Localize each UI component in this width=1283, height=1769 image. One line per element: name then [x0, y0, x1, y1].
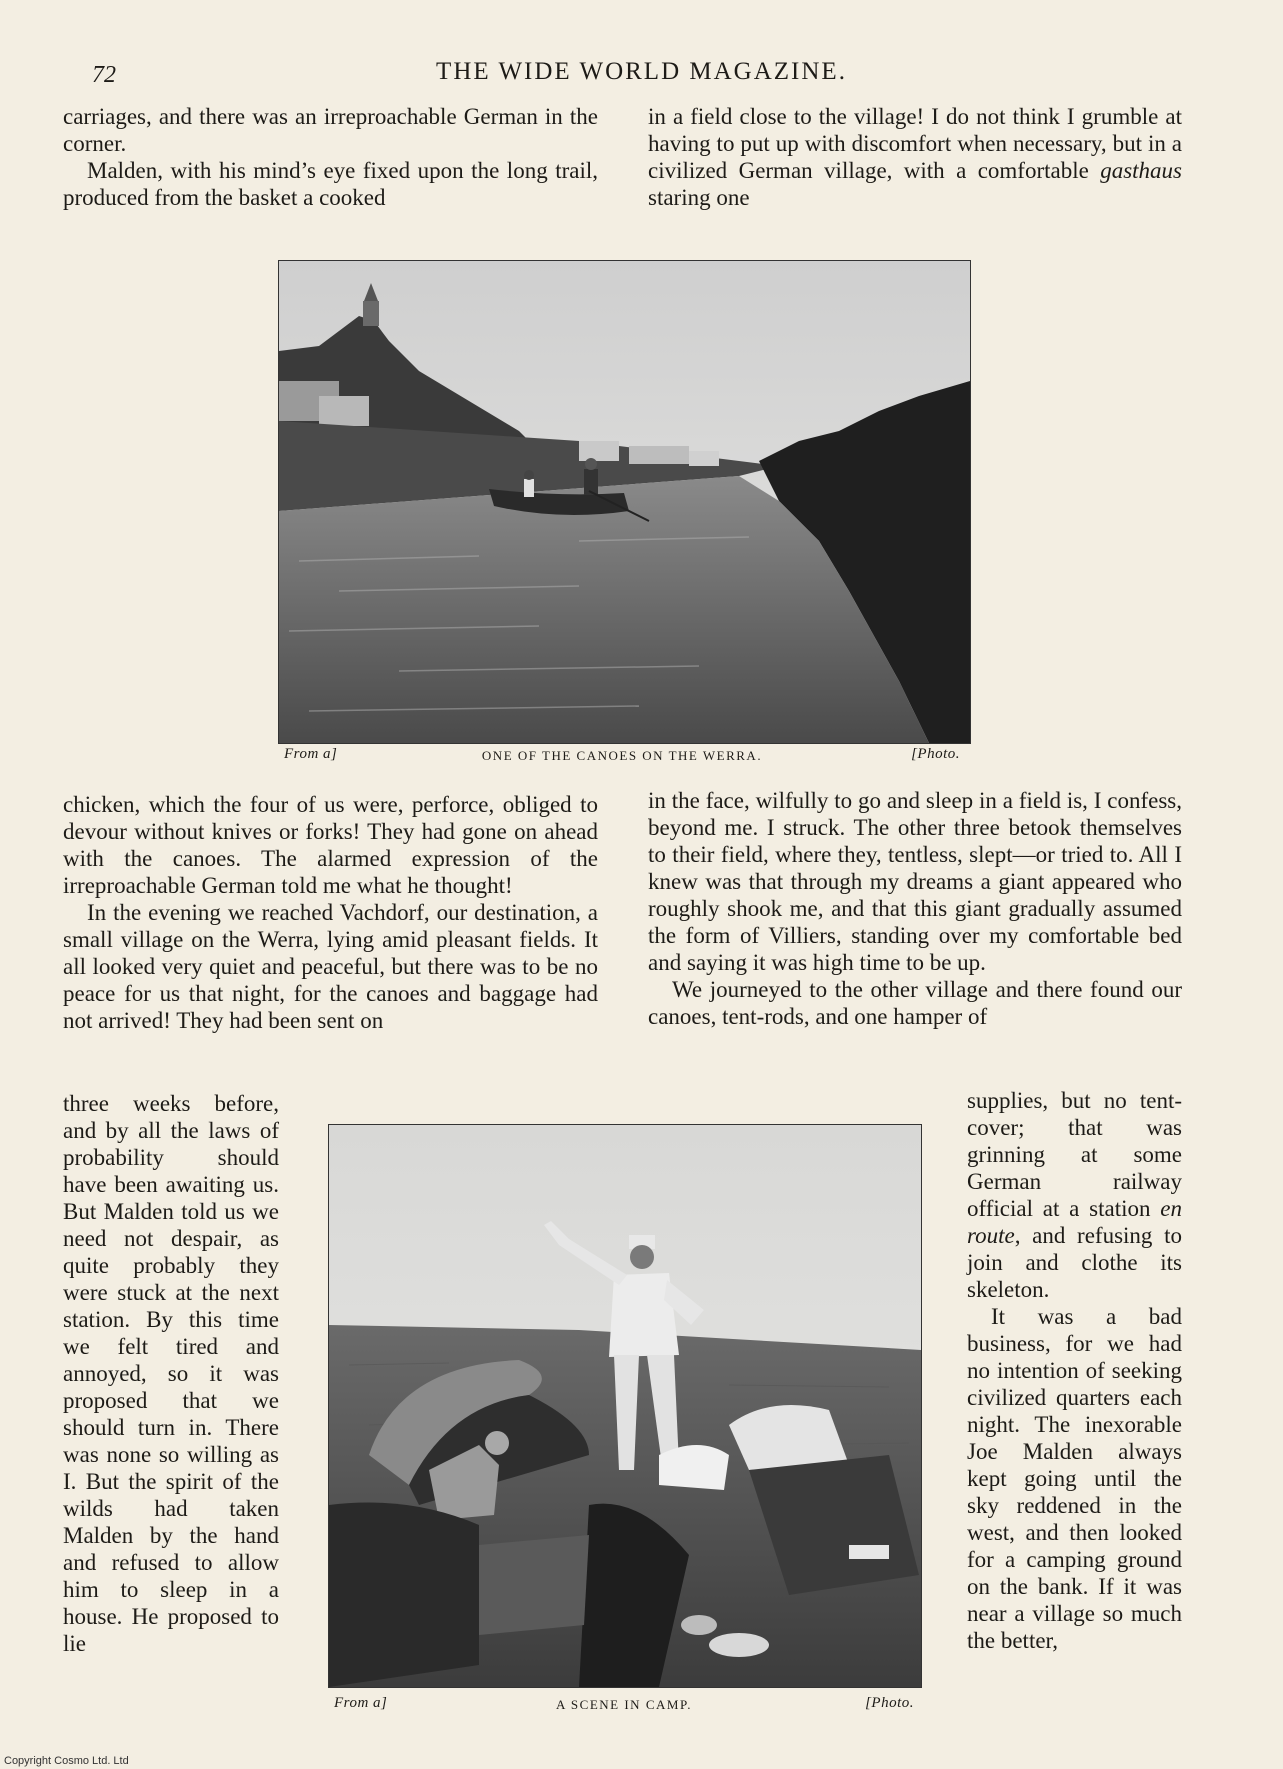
running-title: THE WIDE WORLD MAGAZINE.: [436, 58, 847, 85]
text-run: , and refusing to join and clothe its skeleton.: [967, 1223, 1182, 1302]
paragraph: carriages, and there was an irreproachable German in the corner.: [63, 104, 598, 156]
paragraph: It was a bad business, for we had no intention of seeking civilized quarters each night. The inexorable Joe Malden always kept going until the sky reddened in the west, and then looked for a camping ground on the bank. If it was near a village so much the better,: [967, 1304, 1182, 1653]
caption-title: A SCENE IN CAMP.: [556, 1697, 692, 1712]
narrow-left-text: [63, 1090, 279, 1657]
narrow-right-text: [967, 1087, 1182, 1654]
caption-photo: [Photo.: [865, 1695, 914, 1711]
paragraph: chicken, which the four of us were, perforce, obliged to devour without knives or forks! They had gone on ahead with the canoes. The alarmed expression of the irreproachable German told me what he thought!: [63, 792, 598, 898]
caption-title: ONE OF THE CANOES ON THE WERRA.: [481, 748, 763, 763]
top-left-text: [63, 103, 598, 211]
text-run: supplies, but no tent-cover; that was grinning at some German railway official at a station: [967, 1088, 1182, 1221]
text-run: in a field close to the village! I do not think I grumble at having to put up with discomfort when necessary, but in a civilized German village, with a comfortable: [648, 104, 1182, 183]
italic-phrase: en route: [967, 1196, 1182, 1248]
top-right-text: [648, 103, 1182, 211]
middle-left-text: [63, 791, 598, 1034]
paragraph: [967, 1087, 1182, 1303]
paragraph: Malden, with his mind’s eye fixed upon the long trail, produced from the basket a cooked: [63, 158, 598, 210]
copyright-notice: Copyright Cosmo Ltd. Ltd: [4, 1755, 129, 1767]
middle-right-text: [648, 787, 1182, 1030]
caption-from: From a]: [284, 746, 338, 762]
page-number: 72: [92, 62, 116, 88]
canoe-photo-image: [279, 261, 970, 743]
text-run: staring one: [648, 185, 750, 210]
caption-photo: [Photo.: [911, 746, 960, 762]
italic-word: gasthaus: [1100, 158, 1182, 183]
figure1-caption: [284, 746, 960, 766]
paragraph: in the face, wilfully to go and sleep in a field is, I confess, beyond me. I struck. The other three betook themselves to their field, where they, tentless, slept—or tried to. All I knew was that through my dreams a giant appeared who roughly shook me, and that this giant gradually assumed the form of Villiers, standing over my comfortable bed and saying it was high time to be up.: [648, 788, 1182, 975]
paragraph: three weeks before, and by all the laws of probability should have been awaiting us. But Malden told us we need not despair, as quite probably they were stuck at the next station. By this time we felt tired and annoyed, so it was proposed that we should turn in. There was none so willing as I. But the spirit of the wilds had taken Malden by the hand and refused to allow him to sleep in a house. He proposed to lie: [63, 1091, 279, 1656]
camp-photo-image: [329, 1125, 921, 1687]
paragraph: [648, 103, 1182, 211]
canoe-photo: [278, 260, 971, 744]
figure2-caption: [334, 1695, 914, 1715]
caption-from: From a]: [334, 1695, 388, 1711]
camp-photo: [328, 1124, 922, 1688]
paragraph: In the evening we reached Vachdorf, our destination, a small village on the Werra, lying amid pleasant fields. It all looked very quiet and peaceful, but there was to be no peace for us that night, for the canoes and baggage had not arrived! They had been sent on: [63, 900, 598, 1033]
paragraph: We journeyed to the other village and there found our canoes, tent-rods, and one hamper of: [648, 977, 1182, 1029]
